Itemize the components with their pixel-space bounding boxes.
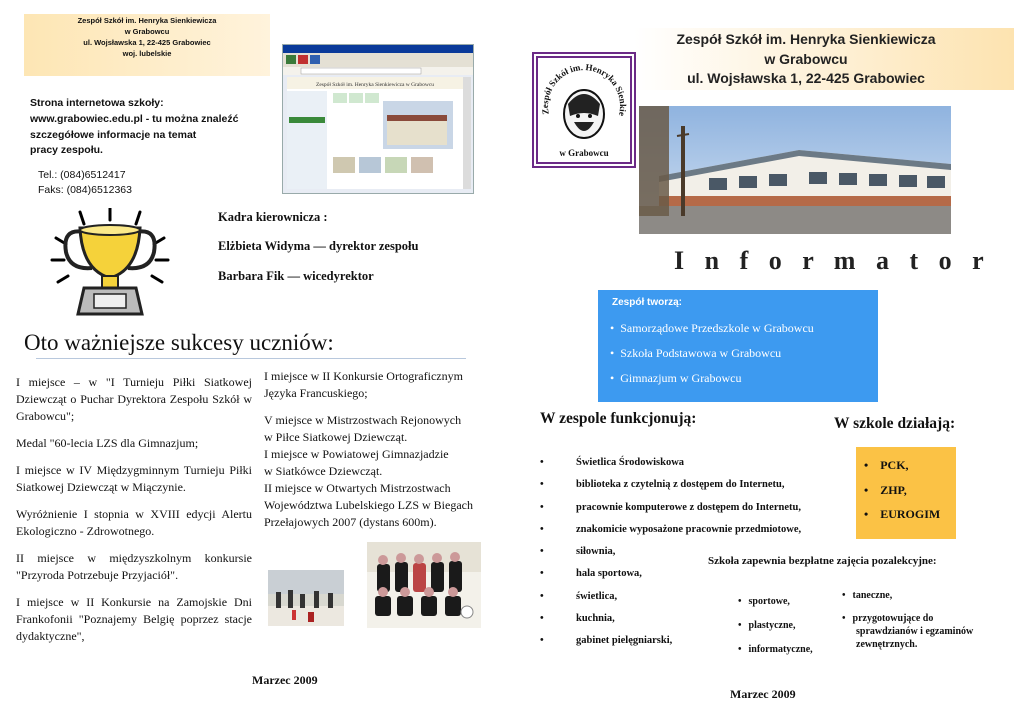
- list-item: • Gimnazjum w Grabowcu: [610, 366, 814, 391]
- successes-column-2: [264, 368, 494, 541]
- brochure-title: I n f o r m a t o r: [674, 246, 991, 275]
- success-item: I miejsce – w "I Turnieju Piłki Siatkowej Dziewcząt o Puchar Dyrektora Zespołu Szkół w Grabowcu";: [16, 375, 252, 424]
- list-item: • biblioteka z czytelnią z dostępem do Internetu,: [540, 479, 785, 491]
- fax-number: Faks: (084)6512363: [38, 184, 132, 197]
- date-left: Marzec 2009: [252, 673, 318, 687]
- list-item: • sportowe,: [738, 590, 813, 614]
- organizations-title: W szkole działają:: [834, 415, 956, 432]
- success-line: w Siatkówce Dziewcząt.: [264, 464, 383, 479]
- success-line: II miejsce w Otwartych Mistrzostwach Województwa Lubelskiego LZS w Biegach Przełajowych 2007 (dystans 600m).: [264, 481, 473, 530]
- management-person: Barbara Fik — wicedyrektor: [218, 268, 374, 283]
- left-header-line: ul. Wojsławska 1, 22-425 Grabowiec: [83, 37, 211, 47]
- success-item: I miejsce w II Konkursie na Zamojskie Dni Frankofonii "Poznajemy Belgię poprzez stacje dydaktyczne",: [16, 595, 252, 644]
- success-item: I miejsce w IV Międzygminnym Turnieju Piłki Siatkowej Dziewcząt w Miączynie.: [16, 463, 252, 495]
- successes-title: Oto ważniejsze sukcesy uczniów:: [24, 330, 334, 355]
- list-item: • siłownia,: [540, 546, 616, 558]
- list-item: • przygotowujące do sprawdzianów i egzaminów zewnętrznych.: [842, 612, 982, 651]
- zespol-tworza-list: [610, 316, 814, 391]
- school-logo: [532, 52, 636, 168]
- school-building-photo: [639, 106, 951, 234]
- list-item: • PCK,: [864, 453, 956, 478]
- left-header-box: [24, 14, 270, 76]
- right-header-line: w Grabowcu: [764, 50, 848, 67]
- success-line: V miejsce w Mistrzostwach Rejonowych: [264, 413, 462, 428]
- list-item: • znakomicie wyposażone pracownie przedmiotowe,: [540, 523, 802, 535]
- extracurricular-list-right: [842, 589, 982, 661]
- photo-students-outdoor: [268, 570, 344, 626]
- right-header-text: [636, 30, 976, 89]
- right-header-line: ul. Wojsławska 1, 22-425 Grabowiec: [687, 70, 925, 87]
- zespol-tworza-box: [598, 290, 878, 402]
- organizations-box: [856, 447, 956, 539]
- facilities-title: W zespole funkcjonują:: [540, 410, 697, 427]
- success-line: w Piłce Siatkowej Dziewcząt.: [264, 430, 408, 445]
- screenshot-site-title: Zespół Szkół im. Henryka Sienkiewicza w Grabowcu: [315, 82, 435, 88]
- extracurricular-title: Szkoła zapewnia bezpłatne zajęcia pozalekcyjne:: [708, 555, 937, 567]
- photo-volleyball-team: [367, 542, 481, 628]
- contact-info: [38, 168, 132, 198]
- website-info-line: szczegółowe informacje na temat: [30, 128, 197, 141]
- left-header-line: woj. lubelskie: [122, 48, 172, 58]
- left-header-line: Zespół Szkół im. Henryka Sienkiewicza: [77, 16, 217, 25]
- success-item: I miejsce w II Konkursie Ortograficznym Języka Francuskiego;: [264, 369, 463, 401]
- website-info-line: pracy zespołu.: [30, 144, 103, 157]
- trophy-icon: [50, 208, 170, 320]
- svg-text:Zespół Szkół im. Henryka Sienk: Zespół Szkół im. Henryka Sienkie: [539, 62, 629, 118]
- success-item: II miejsce w międzyszkolnym konkursie "Przyroda Potrzebuje Przyjaciół".: [16, 551, 252, 583]
- website-info-line: www.grabowiec.edu.pl - tu można znaleźć: [30, 112, 239, 125]
- list-item: • gabinet pielęgniarski,: [540, 635, 673, 647]
- list-item: • kuchnia,: [540, 613, 615, 625]
- management-section: [218, 203, 418, 291]
- management-title: Kadra kierownicza :: [218, 210, 328, 224]
- phone-number: Tel.: (084)6512417: [38, 169, 126, 181]
- website-info: [30, 96, 250, 159]
- management-person: Elżbieta Widyma — dyrektor zespołu: [218, 239, 419, 254]
- list-item: • plastyczne,: [738, 614, 813, 638]
- zespol-tworza-title: Zespół tworzą:: [612, 297, 683, 308]
- success-item-group: [264, 412, 494, 531]
- organizations-list: [856, 447, 956, 527]
- date-right: Marzec 2009: [730, 687, 796, 701]
- successes-column-1: [16, 374, 252, 655]
- svg-text:w Grabowcu: w Grabowcu: [559, 148, 609, 158]
- list-item: • Samorządowe Przedszkole w Grabowcu: [610, 316, 814, 341]
- list-item: • hala sportowa,: [540, 568, 642, 580]
- list-item: • świetlica,: [540, 590, 618, 602]
- list-item: • Świetlica Środowiskowa: [540, 457, 685, 468]
- right-header-line: Zespół Szkół im. Henryka Sienkiewicza: [676, 31, 936, 47]
- list-item: • Szkoła Podstawowa w Grabowcu: [610, 341, 814, 366]
- list-item: • ZHP,: [864, 478, 956, 503]
- website-screenshot: [282, 44, 474, 194]
- left-header-line: w Grabowcu: [124, 26, 170, 36]
- list-item: • pracownie komputerowe z dostępem do Internetu,: [540, 501, 801, 513]
- success-item: Wyróżnienie I stopnia w XVIII edycji Alertu Ekologiczno - Zdrowotnego.: [16, 507, 252, 539]
- divider: [36, 358, 466, 359]
- extracurricular-list-left: [738, 590, 813, 662]
- success-item: Medal "60-lecia LZS dla Gimnazjum;: [16, 436, 199, 451]
- list-item: • informatyczne,: [738, 638, 813, 662]
- website-info-line: Strona internetowa szkoły:: [30, 97, 164, 109]
- success-line: I miejsce w Powiatowej Gimnazjadzie: [264, 447, 449, 462]
- list-item: • taneczne,: [842, 589, 982, 602]
- list-item: • EUROGIM: [864, 502, 956, 527]
